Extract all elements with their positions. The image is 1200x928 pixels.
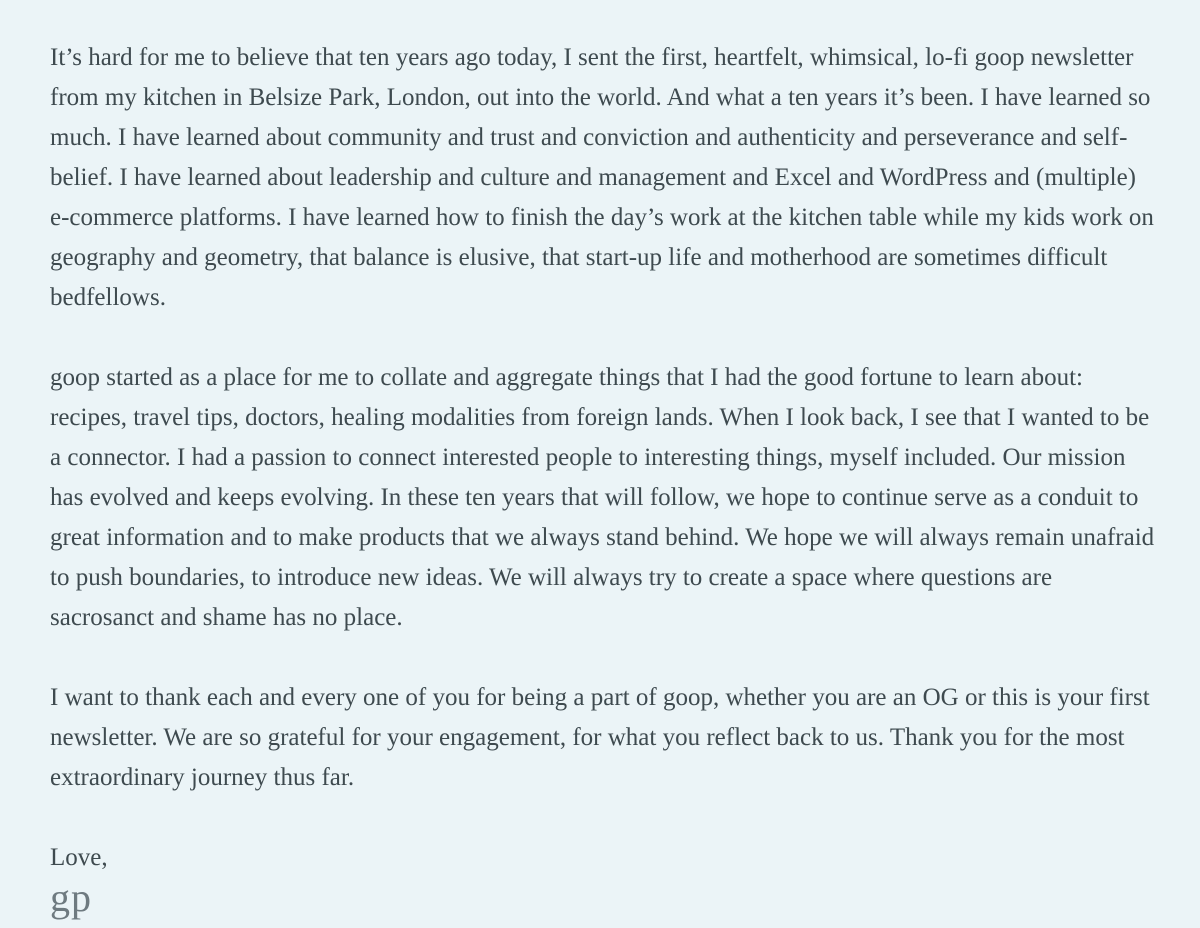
letter-closing: Love, <box>50 844 108 871</box>
letter-paragraph-1: It’s hard for me to believe that ten years ago today, I sent the first, heartfelt, whimsical, lo-fi goop newsletter from my kitchen in Belsize Park, London, out into the world. And what a ten years it’s been. I have learned so much. I have learned about community and trust and conviction and authenticity and perseverance and self-belief. I have learned about leadership and culture and management and Excel and WordPress and (multiple) e-commerce platforms. I have learned how to finish the day’s work at the kitchen table while my kids work on geography and geometry, that balance is elusive, that start-up life and motherhood are sometimes difficult bedfellows. <box>50 44 1154 311</box>
letter-paragraph-3: I want to thank each and every one of you for being a part of goop, whether you are an OG or this is your first newsletter. We are so grateful for your engagement, for what you reflect back to us. Thank you for the most extraordinary journey thus far. <box>50 684 1150 791</box>
letter-signature: gp <box>50 875 92 920</box>
letter-paragraph-2: goop started as a place for me to collate and aggregate things that I had the good fortune to learn about: recipes, travel tips, doctors, healing modalities from foreign lands. When I look back, I see that I wanted to be a connector. I had a passion to connect interested people to interesting things, myself included. Our mission has evolved and keeps evolving. In these ten years that will follow, we hope to continue serve as a conduit to great information and to make products that we always stand behind. We hope we will always remain unafraid to push boundaries, to introduce new ideas. We will always try to create a space where questions are sacrosanct and shame has no place. <box>50 364 1155 631</box>
newsletter-letter <box>50 38 1160 920</box>
